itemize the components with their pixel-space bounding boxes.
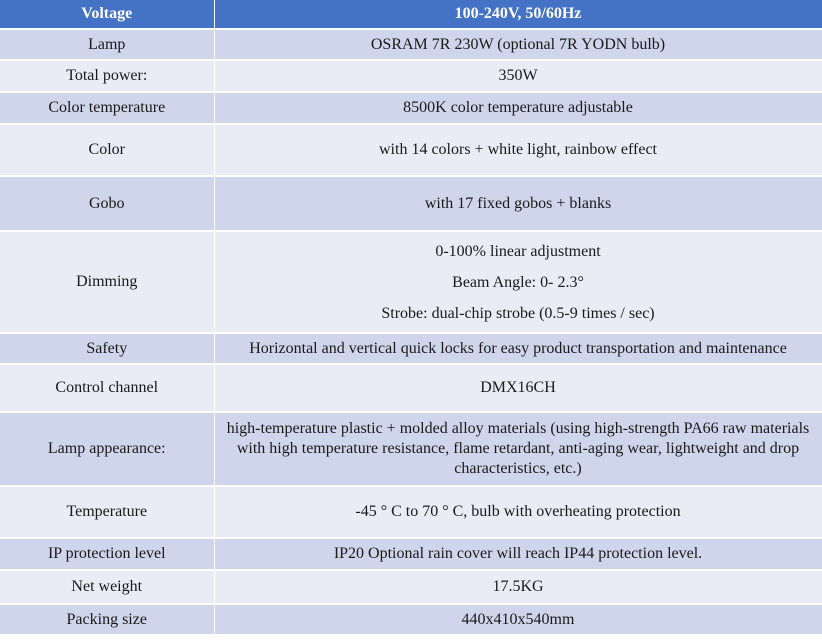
row-value: with 17 fixed gobos + blanks — [214, 176, 822, 231]
row-label: Control channel — [0, 364, 214, 412]
row-value: 17.5KG — [214, 570, 822, 604]
table-row-lamp-appearance — [0, 412, 822, 486]
table-row-total-power — [0, 60, 822, 92]
row-label: Total power: — [0, 60, 214, 92]
dimming-line: Strobe: dual-chip strobe (0.5-9 times / sec) — [381, 304, 655, 322]
row-label: Color temperature — [0, 92, 214, 124]
table-row-gobo — [0, 176, 822, 231]
table-row-color-temperature — [0, 92, 822, 124]
row-label: Packing size — [0, 604, 214, 635]
row-label: Dimming — [0, 231, 214, 333]
row-value: OSRAM 7R 230W (optional 7R YODN bulb) — [214, 29, 822, 60]
header-value: 100-240V, 50/60Hz — [214, 0, 822, 29]
dimming-line: 0-100% linear adjustment — [435, 242, 601, 260]
row-label: Temperature — [0, 486, 214, 538]
row-value: Horizontal and vertical quick locks for easy product transportation and maintenance — [214, 333, 822, 364]
row-label: Lamp appearance: — [0, 412, 214, 486]
row-value: with 14 colors + white light, rainbow effect — [214, 124, 822, 176]
row-value: IP20 Optional rain cover will reach IP44 protection level. — [214, 538, 822, 570]
row-label: Safety — [0, 333, 214, 364]
table-row-net-weight — [0, 570, 822, 604]
row-label: Net weight — [0, 570, 214, 604]
table-row-safety — [0, 333, 822, 364]
row-value — [214, 231, 822, 333]
row-label: Lamp — [0, 29, 214, 60]
table-row-temperature — [0, 486, 822, 538]
row-value: -45 ° C to 70 ° C, bulb with overheating protection — [214, 486, 822, 538]
row-value: 350W — [214, 60, 822, 92]
table-row-control-channel — [0, 364, 822, 412]
table-header-row — [0, 0, 822, 29]
table-row-ip-protection — [0, 538, 822, 570]
dimming-line: Beam Angle: 0- 2.3° — [452, 273, 584, 291]
row-value: DMX16CH — [214, 364, 822, 412]
row-value: high-temperature plastic + molded alloy materials (using high-strength PA66 raw materials with high temperature resistance, flame retardant, anti-aging wear, lightweight and drop characteristics, etc.) — [214, 412, 822, 486]
row-label: Color — [0, 124, 214, 176]
row-value: 440x410x540mm — [214, 604, 822, 635]
row-label: IP protection level — [0, 538, 214, 570]
table-row-color — [0, 124, 822, 176]
row-label: Gobo — [0, 176, 214, 231]
row-value: 8500K color temperature adjustable — [214, 92, 822, 124]
table-row-lamp — [0, 29, 822, 60]
table-row-packing-size — [0, 604, 822, 635]
header-label: Voltage — [0, 0, 214, 29]
table-row-dimming — [0, 231, 822, 333]
